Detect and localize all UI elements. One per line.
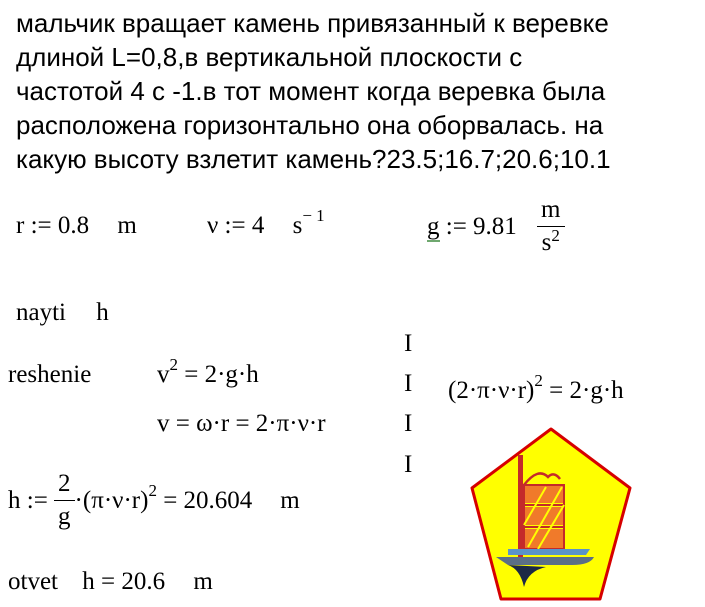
given-g-var: g — [427, 212, 440, 240]
eq1-exp: 2 — [169, 355, 178, 374]
given-nu — [207, 206, 325, 240]
given-r-expr: r := 0.8 — [16, 212, 90, 239]
given-g — [427, 196, 565, 257]
given-r — [16, 212, 137, 240]
separator-mark: I — [404, 370, 413, 397]
problem-line: частотой 4 с -1.в тот момент когда веревка была — [16, 76, 606, 106]
result-frac-num: 2 — [58, 470, 71, 497]
problem-line: длиной L=0,8,в вертикальной плоскости с — [16, 42, 523, 72]
given-nu-exp: − 1 — [302, 206, 325, 225]
separator-mark: I — [404, 330, 413, 357]
given-g-unit-exp: 2 — [551, 226, 560, 245]
result-lhs: h := — [8, 486, 48, 514]
result-unit: m — [280, 486, 300, 514]
result-fraction — [54, 470, 75, 531]
equation-energy — [157, 355, 259, 389]
problem-line: какую высоту взлетит камень?23.5;16.7;20.6;10.1 — [16, 144, 611, 174]
given-g-unit-num: m — [541, 196, 561, 223]
problem-line: расположена горизонтально она оборвалась. на — [16, 110, 604, 140]
given-r-unit: m — [117, 212, 137, 239]
separator-mark: I — [404, 451, 413, 478]
result-mid: ·(π·ν·r) — [74, 486, 149, 514]
eq3-exp: 2 — [534, 371, 543, 390]
eq3-lhs: (2·π·ν·r) — [448, 377, 535, 404]
pentagon-logo — [468, 425, 638, 605]
answer-label: otvet — [8, 568, 58, 595]
problem-text — [16, 6, 696, 176]
given-g-expr: := 9.81 — [439, 212, 517, 240]
equation-combined — [448, 371, 624, 405]
given-nu-expr: ν := 4 — [207, 212, 265, 239]
answer-value: h = 20.6 — [82, 568, 166, 595]
answer-unit: m — [193, 568, 213, 595]
result-equation — [8, 470, 300, 531]
given-nu-unit: s — [292, 212, 303, 239]
result-exp: 2 — [148, 480, 157, 500]
result-frac-den: g — [54, 500, 75, 531]
answer-line — [8, 568, 213, 596]
problem-line: мальчик вращает камень привязанный к веревке — [16, 8, 609, 38]
solution-label: reshenie — [8, 361, 92, 388]
separator-mark: I — [404, 410, 413, 437]
find-var: h — [96, 299, 109, 326]
given-g-unit-den: s — [541, 229, 552, 256]
find-line — [16, 299, 109, 327]
eq1-v: v — [157, 361, 170, 388]
find-label: nayti — [16, 299, 66, 326]
equation-velocity: v = ω·r = 2·π·ν·r — [157, 410, 326, 437]
eq1-rhs: = 2·g·h — [178, 361, 259, 388]
given-g-unit — [537, 196, 564, 257]
eq3-rhs: = 2·g·h — [542, 377, 624, 404]
result-value: = 20.604 — [156, 486, 253, 514]
